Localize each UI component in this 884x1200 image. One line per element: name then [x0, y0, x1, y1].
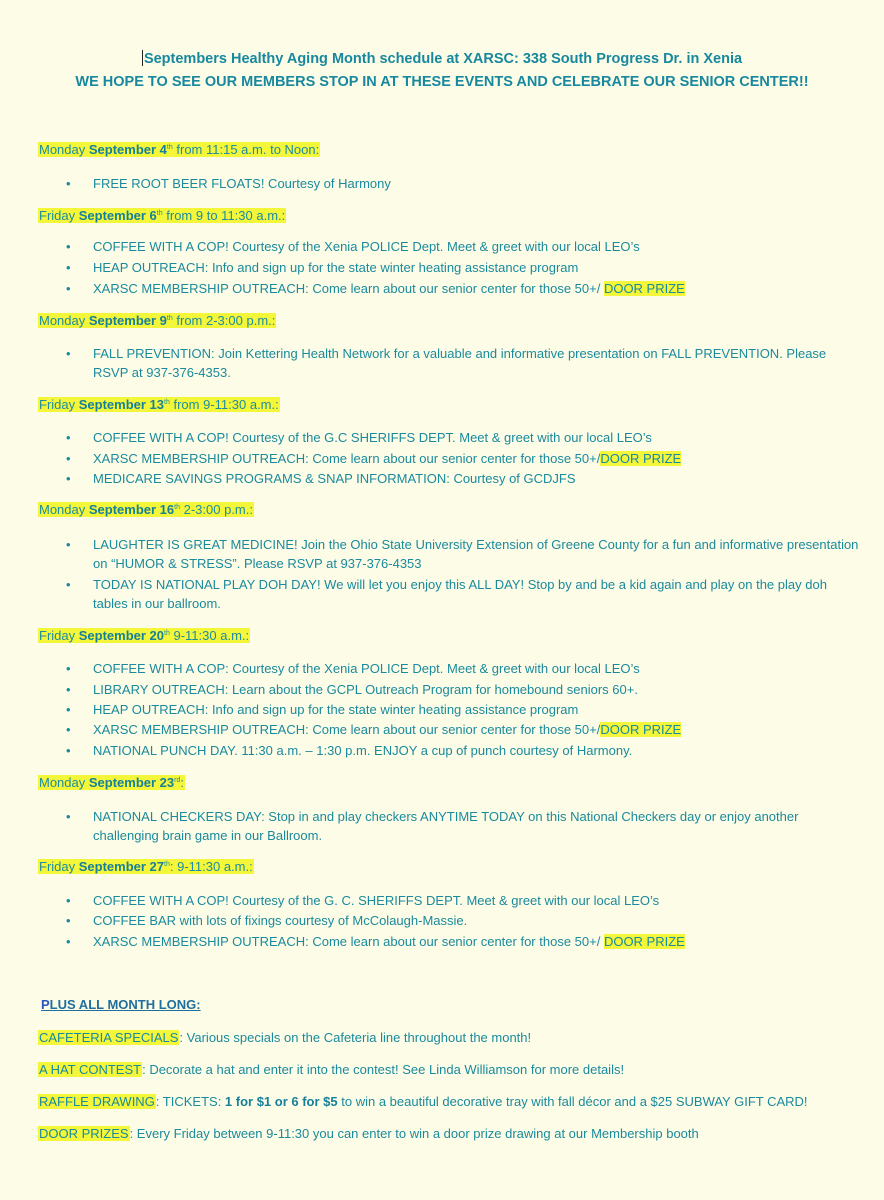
list-item: • FREE ROOT BEER FLOATS! Courtesy of Harmony — [93, 175, 863, 194]
event-header: Monday September 9th from 2-3:00 p.m.: — [39, 313, 276, 328]
list-item: • LIBRARY OUTREACH: Learn about the GCPL Outreach Program for homebound seniors 60+. — [93, 681, 863, 700]
list-item: • COFFEE WITH A COP! Courtesy of the G.C SHERIFFS DEPT. Meet & greet with our local LEO’s — [93, 429, 863, 448]
all-month-item: RAFFLE DRAWING: TICKETS: 1 for $1 or 6 for $5 to win a beautiful decorative tray with fall décor and a $25 SUBWAY GIFT CARD! — [39, 1094, 808, 1109]
list-item: • FALL PREVENTION: Join Kettering Health Network for a valuable and informative presentation on FALL PREVENTION. Please RSVP at 937-376-4353. — [93, 345, 863, 382]
page-title: Septembers Healthy Aging Month schedule at XARSC: 338 South Progress Dr. in Xenia — [143, 51, 743, 67]
list-item: • MEDICARE SAVINGS PROGRAMS & SNAP INFORMATION: Courtesy of GCDJFS — [93, 470, 863, 489]
list-item: • HEAP OUTREACH: Info and sign up for the state winter heating assistance program — [93, 259, 863, 278]
list-item: • COFFEE WITH A COP! Courtesy of the Xenia POLICE Dept. Meet & greet with our local LEO’s — [93, 238, 863, 257]
all-month-item: DOOR PRIZES: Every Friday between 9-11:30 you can enter to win a door prize drawing at our Membership booth — [39, 1126, 699, 1141]
event-header: Friday September 13th from 9-11:30 a.m.: — [39, 397, 279, 412]
event-header: Friday September 20th 9-11:30 a.m.: — [39, 628, 250, 643]
list-item: • COFFEE WITH A COP: Courtesy of the Xenia POLICE Dept. Meet & greet with our local LEO’s — [93, 660, 863, 679]
page-subtitle: WE HOPE TO SEE OUR MEMBERS STOP IN AT THESE EVENTS AND CELEBRATE OUR SENIOR CENTER!! — [75, 74, 809, 90]
event-header: Monday September 4th from 11:15 a.m. to Noon: — [39, 142, 320, 157]
door-prize-highlight: DOOR PRIZE — [600, 451, 682, 466]
list-item: • XARSC MEMBERSHIP OUTREACH: Come learn about our senior center for those 50+/DOOR PRIZE — [93, 721, 863, 740]
list-item: • XARSC MEMBERSHIP OUTREACH: Come learn about our senior center for those 50+/ DOOR PRIZE — [93, 933, 863, 952]
list-item: • XARSC MEMBERSHIP OUTREACH: Come learn about our senior center for those 50+/DOOR PRIZE — [93, 450, 863, 469]
list-item: • NATIONAL PUNCH DAY. 11:30 a.m. – 1:30 p.m. ENJOY a cup of punch courtesy of Harmony. — [93, 742, 863, 761]
list-item: • TODAY IS NATIONAL PLAY DOH DAY! We will let you enjoy this ALL DAY! Stop by and be a kid again and play on the play doh tables in our ballroom. — [93, 576, 863, 613]
all-month-item: A HAT CONTEST: Decorate a hat and enter it into the contest! See Linda Williamson for more details! — [39, 1062, 625, 1077]
event-header: Friday September 27th: 9-11:30 a.m.: — [39, 859, 253, 874]
all-month-heading: PLUS ALL MONTH LONG: — [41, 997, 201, 1012]
list-item: • HEAP OUTREACH: Info and sign up for the state winter heating assistance program — [93, 701, 863, 720]
all-month-item: CAFETERIA SPECIALS: Various specials on the Cafeteria line throughout the month! — [39, 1030, 532, 1045]
list-item: • COFFEE BAR with lots of fixings courtesy of McColaugh-Massie. — [93, 912, 863, 931]
list-item: • XARSC MEMBERSHIP OUTREACH: Come learn about our senior center for those 50+/ DOOR PRIZE — [93, 280, 863, 299]
list-item: • COFFEE WITH A COP! Courtesy of the G. C. SHERIFFS DEPT. Meet & greet with our local LEO’s — [93, 892, 863, 911]
door-prize-highlight: DOOR PRIZE — [603, 934, 685, 949]
door-prize-highlight: DOOR PRIZE — [600, 722, 682, 737]
event-header: Monday September 23rd: — [39, 775, 184, 790]
list-item: • NATIONAL CHECKERS DAY: Stop in and play checkers ANYTIME TODAY on this National Checkers day or enjoy another challenging brain game in our Ballroom. — [93, 808, 863, 845]
event-header: Friday September 6th from 9 to 11:30 a.m.: — [39, 208, 286, 223]
door-prize-highlight: DOOR PRIZE — [603, 281, 685, 296]
text-cursor — [142, 50, 143, 66]
list-item: • LAUGHTER IS GREAT MEDICINE! Join the Ohio State University Extension of Greene County for a fun and informative presentation on “HUMOR & STRESS”. Please RSVP at 937-376-4353 — [93, 536, 863, 573]
event-header: Monday September 16th 2-3:00 p.m.: — [39, 502, 253, 517]
